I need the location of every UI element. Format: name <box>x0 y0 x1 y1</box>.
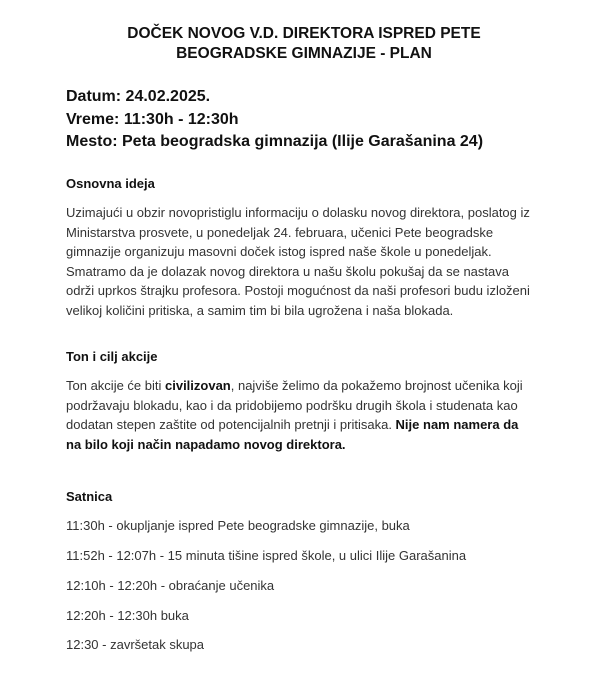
event-meta <box>66 86 483 154</box>
tone-text: Ton akcije će biti <box>66 378 165 393</box>
schedule-item: 12:20h - 12:30h buka <box>66 608 189 623</box>
tone-text: dodatan stepen zaštite od potencijalnih pretnji i pritisaka. <box>66 417 396 432</box>
meta-time: Vreme: 11:30h - 12:30h <box>66 110 239 128</box>
schedule-item: 12:30 - završetak skupa <box>66 637 205 652</box>
idea-line: održi uprkos štrajku profesora. Postoji mogućnost da naši profesori budu izloženi <box>66 283 530 298</box>
section-heading-idea: Osnovna ideja <box>66 176 155 191</box>
tone-emphasis: Nije nam namera da <box>395 417 519 432</box>
tone-emphasis: na bilo koji način napadamo novog direktora. <box>66 436 346 452</box>
title-line-2: BEOGRADSKE GIMNAZIJE - PLAN <box>176 45 432 62</box>
idea-line: Uzimajući u obzir novopristiglu informaciju o dolasku novog direktora, poslatog iz <box>66 205 530 220</box>
schedule-item: 11:52h - 12:07h - 15 minuta tišine ispred škole, u ulici Ilije Garašanina <box>66 548 467 563</box>
idea-line: Smatramo da je dolazak novog direktora u našu školu pokušaj da se nastava <box>66 263 509 279</box>
tone-emphasis: civilizovan <box>165 378 231 393</box>
paragraph-idea <box>66 203 556 320</box>
paragraph-tone <box>66 376 556 454</box>
tone-text: , najviše želimo da pokažemo brojnost učenika koji <box>230 378 523 393</box>
tone-line: podržavaju blokadu, kao i da pridobijemo podršku drugih škola i studenata kao <box>66 397 518 413</box>
schedule-item: 12:10h - 12:20h - obraćanje učenika <box>66 578 275 593</box>
idea-line: gimnazije organizuju masovni doček istog ispred naše škole u ponedeljak. <box>66 244 492 259</box>
idea-line: velikoj količini pritiska, a samim tim bi bila ugrožena i naša blokada. <box>66 302 454 318</box>
tone-line <box>66 376 556 396</box>
section-heading-schedule: Satnica <box>66 489 113 504</box>
document-title <box>0 24 608 64</box>
section-heading-tone: Ton i cilj akcije <box>66 349 158 364</box>
title-line-1: DOČEK NOVOG V.D. DIREKTORA ISPRED PETE <box>127 25 481 42</box>
tone-line <box>66 435 556 455</box>
idea-line: Ministarstva prosvete, u ponedeljak 24. februara, učenici Pete beogradske <box>66 224 494 240</box>
meta-date: Datum: 24.02.2025. <box>66 88 211 105</box>
schedule-item: 11:30h - okupljanje ispred Pete beogradske gimnazije, buka <box>66 518 410 533</box>
meta-place: Mesto: Peta beogradska gimnazija (Ilije Garašanina 24) <box>66 133 484 150</box>
tone-line <box>66 415 556 435</box>
